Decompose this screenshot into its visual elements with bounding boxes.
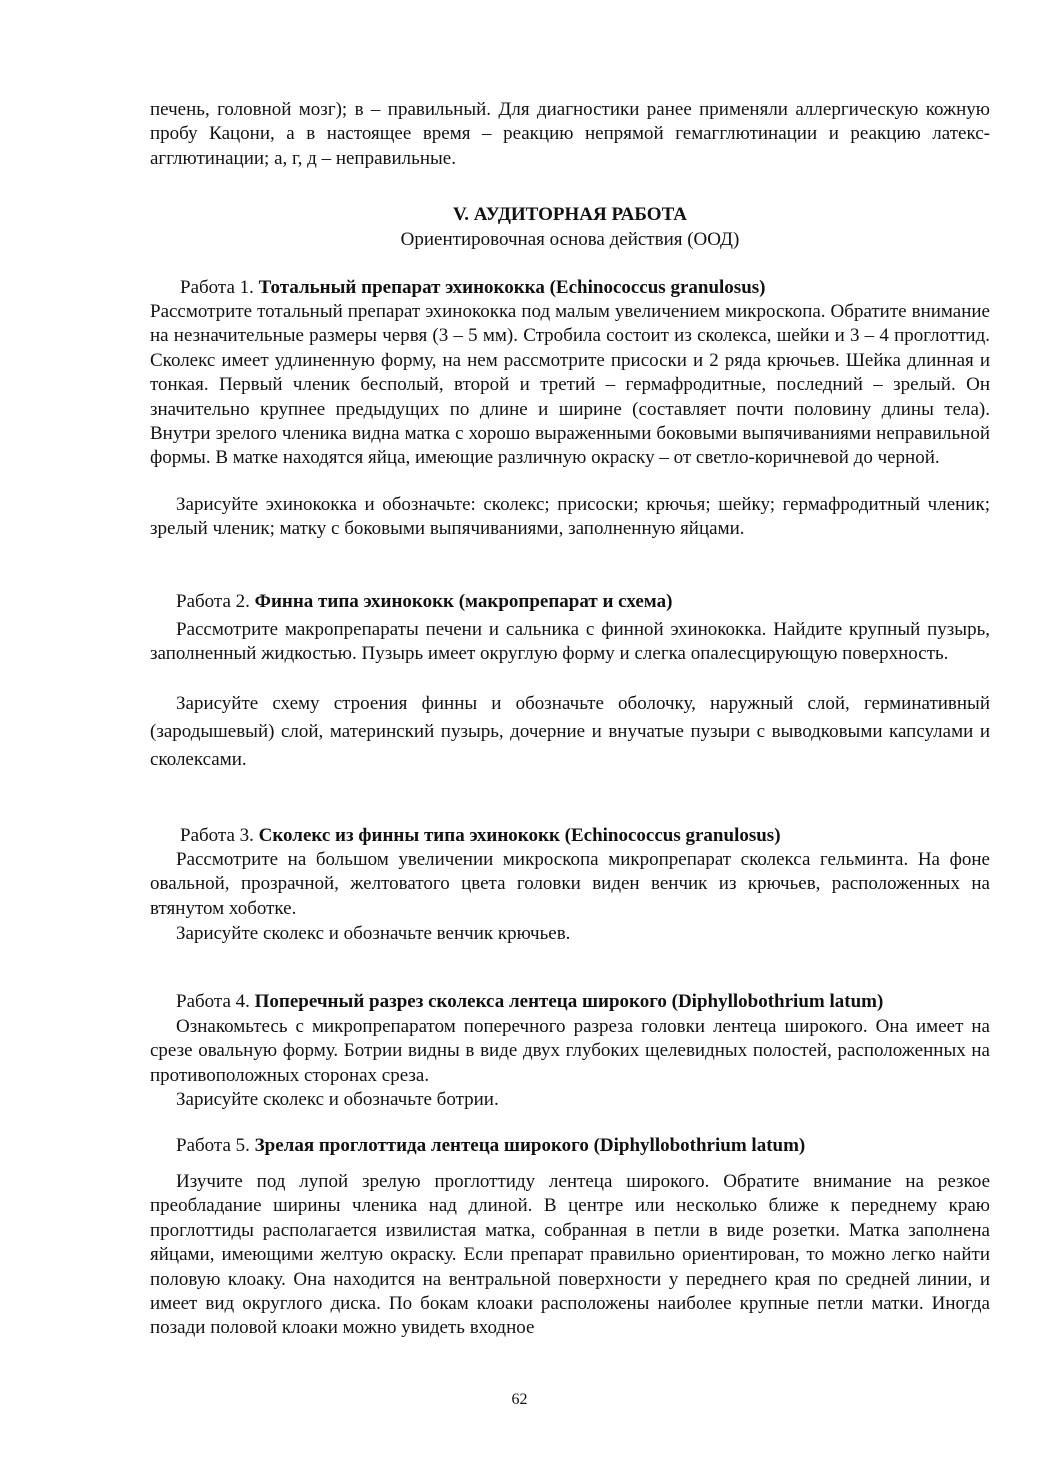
work-1-prefix: Работа 1. — [180, 277, 254, 298]
page-number: 62 — [511, 1391, 528, 1408]
work-5-prefix: Работа 5. — [176, 1135, 250, 1156]
work-3-heading — [150, 824, 1020, 848]
work-2-paragraph-2: Зарисуйте схему строения финны и обозначьте оболочку, наружный слой, герминативный (зародышевый) слой, материнский пузырь, дочерние и внучатые пузыри с выводковыми капсулами и сколексами. — [150, 693, 990, 770]
work-4-paragraph-1: Ознакомьтесь с микропрепаратом поперечного разреза головки лентеца широкого. Она имеет на срезе овальную форму. Ботрии видны в виде двух глубоких щелевидных полостей, расположенных на противоположных сторонах среза. — [150, 1016, 990, 1086]
work-4-prefix: Работа 4. — [176, 991, 250, 1012]
work-5-title: Зрелая проглоттида лентеца широкого (Diphyllobothrium latum) — [254, 1135, 806, 1156]
work-5-paragraph-1: Изучите под лупой зрелую проглоттиду лентеца широкого. Обратите внимание на резкое преобладание ширины членика над длиной. В центре или несколько ближе к переднему краю проглоттиды располагается извилистая матка, собранная в петли в виде розетки. Матка заполнена яйцами, имеющими желтую окраску. Если препарат правильно ориентирован, то можно легко найти половую клоаку. Она находится на вентральной поверхности у переднего края по средней линии, и имеет вид округлого диска. По бокам клоаки расположены наиболее крупные петли матки. Иногда позади половой клоаки можно увидеть входное — [150, 1171, 990, 1339]
intro-paragraph: печень, головной мозг); в – правильный. Для диагностики ранее применяли аллергическую кожную пробу Кацони, а в настоящее время – реакцию непрямой гемагглютинации и реакцию латекс-агглютинации; а, г, д – неправильные. — [150, 99, 990, 169]
work-1-title: Тотальный препарат эхинококка (Echinococcus granulosus) — [258, 277, 766, 298]
section-title: V. АУДИТОРНАЯ РАБОТА — [452, 204, 688, 225]
work-5-heading — [150, 1134, 1016, 1158]
section-subtitle: Ориентировочная основа действия (ООД) — [400, 229, 740, 250]
work-4-paragraph-2: Зарисуйте сколекс и обозначьте ботрии. — [176, 1089, 499, 1110]
work-4-heading — [150, 990, 1016, 1014]
work-1-paragraph-2: Зарисуйте эхинококка и обозначьте: сколекс; присоски; крючья; шейку; гермафродитный членик; зрелый членик; матку с боковыми выпячиваниями, заполненную яйцами. — [150, 494, 990, 540]
work-1-paragraph-1: Рассмотрите тотальный препарат эхинококка под малым увеличением микроскопа. Обратите внимание на незначительные размеры червя (3 – 5 мм). Стробила состоит из сколекса, шейки и 3 – 4 проглоттид. Сколекс имеет удлиненную форму, на нем рассмотрите присоски и 2 ряда крючьев. Шейка длинная и тонкая. Первый членик бесполый, второй и третий – гермафродитные, последний – зрелый. Он значительно крупнее предыдущих по длине и ширине (составляет почти половину длины тела). Внутри зрелого членика видна матка с хорошо выраженными боковыми выпячиваниями неправильной формы. В матке находятся яйца, имеющие различную окраску – от светло-коричневой до черной. — [150, 301, 990, 469]
work-3-title: Сколекс из финны типа эхинококк (Echinococcus granulosus) — [258, 825, 781, 846]
work-1-heading — [150, 276, 1020, 300]
work-3-prefix: Работа 3. — [180, 825, 254, 846]
work-3-paragraph-2: Зарисуйте сколекс и обозначьте венчик крючьев. — [176, 923, 571, 944]
work-2-heading — [150, 590, 1016, 614]
work-2-paragraph-1: Рассмотрите макропрепараты печени и сальника с финной эхинококка. Найдите крупный пузырь, заполненный жидкостью. Пузырь имеет округлую форму и слегка опалесцирующую поверхность. — [150, 619, 990, 665]
work-4-title: Поперечный разрез сколекса лентеца широкого (Diphyllobothrium latum) — [254, 991, 884, 1012]
work-3-paragraph-1: Рассмотрите на большом увеличении микроскопа микропрепарат сколекса гельминта. На фоне овальной, прозрачной, желтоватого цвета головки виден венчик из крючьев, расположенных на втянутом хоботке. — [150, 849, 990, 919]
work-2-prefix: Работа 2. — [176, 591, 250, 612]
work-2-title: Финна типа эхинококк (макропрепарат и схема) — [254, 591, 673, 612]
